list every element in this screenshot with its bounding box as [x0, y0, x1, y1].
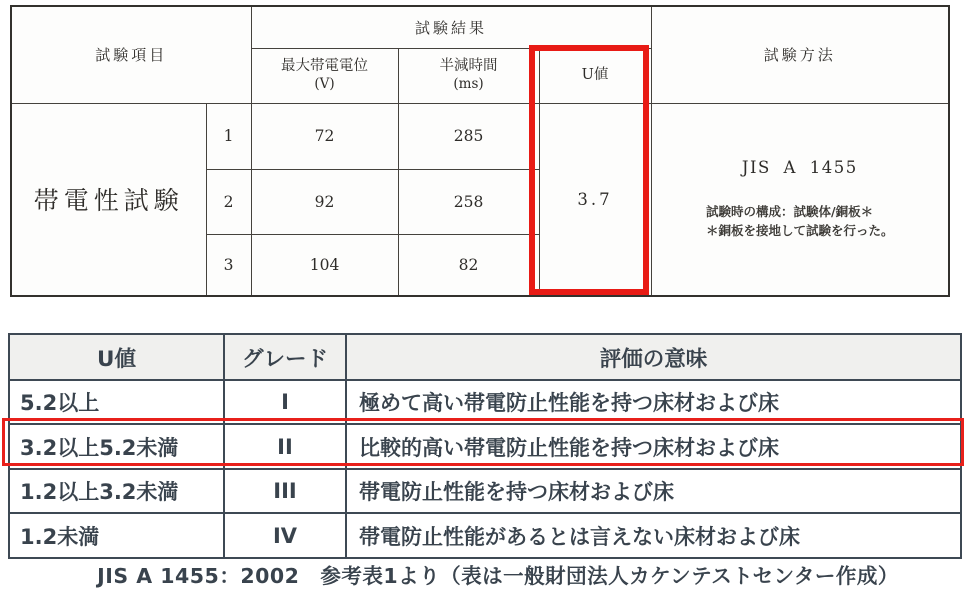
header-half-life-label: 半減時間: [439, 58, 498, 75]
header-test-result: 試験結果: [251, 6, 651, 48]
half-life-value: 258: [398, 169, 539, 234]
grade-row-grade: IV: [224, 513, 346, 558]
test-report-table: [10, 5, 950, 297]
max-potential-value: 72: [251, 103, 398, 169]
method-note-2: ＊銅板を接地して試験を行った。: [706, 222, 894, 238]
header-max-potential-label: 最大帯電電位: [281, 58, 369, 75]
grade-row-u-value: 5.2以上: [9, 380, 224, 424]
test-report-grid: [10, 5, 950, 297]
trial-number: 2: [206, 169, 251, 234]
grade-row-u-value: 1.2未満: [9, 513, 224, 558]
grade-row-grade: III: [224, 469, 346, 513]
grade-row: [9, 469, 961, 513]
grade-header-u-value: U値: [9, 334, 224, 380]
half-life-value: 285: [398, 103, 539, 169]
grade-row-highlighted: [9, 424, 961, 469]
test-item-name: 帯電性試験: [11, 103, 206, 296]
header-max-potential: [251, 48, 398, 103]
trial-number: 3: [206, 234, 251, 296]
header-half-life-unit: (ms): [453, 76, 484, 93]
source-caption: JIS A 1455：2002 参考表1より（表は一般財団法人カケンテストセンター作成）: [97, 564, 899, 588]
trial-number: 1: [206, 103, 251, 169]
grade-row-meaning: 帯電防止性能を持つ床材および床: [346, 469, 961, 513]
u-value-result: 3.7: [539, 103, 651, 296]
grade-row-meaning: 比較的高い帯電防止性能を持つ床材および床: [346, 424, 961, 469]
grade-row-u-value: 3.2以上5.2未満: [9, 424, 224, 469]
grade-table: [8, 333, 962, 559]
max-potential-value: 92: [251, 169, 398, 234]
header-u-value: U値: [539, 48, 651, 103]
grade-row-u-value: 1.2以上3.2未満: [9, 469, 224, 513]
grade-row-grade: I: [224, 380, 346, 424]
grade-row: [9, 513, 961, 558]
max-potential-value: 104: [251, 234, 398, 296]
grade-row-meaning: 極めて高い帯電防止性能を持つ床材および床: [346, 380, 961, 424]
grade-row: [9, 380, 961, 424]
method-note-1: 試験時の構成：試験体/銅板＊: [706, 204, 874, 219]
grade-header-meaning: 評価の意味: [346, 334, 961, 380]
method-standard: JIS A 1455: [741, 158, 858, 177]
method-notes: [706, 203, 894, 241]
header-max-potential-unit: (V): [314, 76, 335, 93]
grade-row-grade: II: [224, 424, 346, 469]
test-method-cell: [651, 103, 949, 296]
header-test-method: 試験方法: [651, 6, 949, 103]
grade-header-grade: グレード: [224, 334, 346, 380]
grade-grid: [8, 333, 962, 559]
half-life-value: 82: [398, 234, 539, 296]
grade-row-meaning: 帯電防止性能があるとは言えない床材および床: [346, 513, 961, 558]
header-half-life: [398, 48, 539, 103]
header-test-item: 試験項目: [11, 6, 251, 103]
